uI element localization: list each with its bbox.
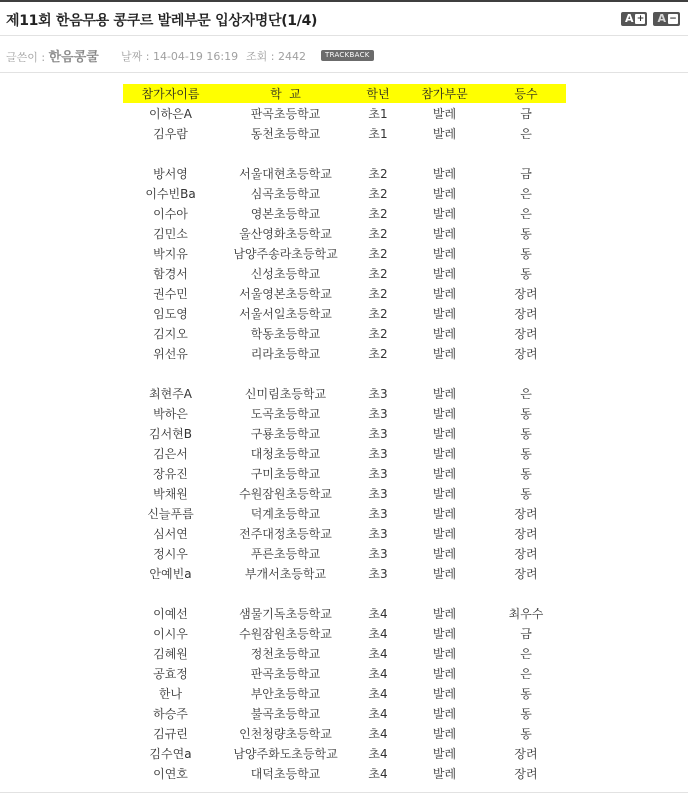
cell-rank: 장려 [514,346,538,361]
cell-school: 구룡초등학교 [250,426,321,441]
cell-rank: 동 [520,706,532,721]
cell-school: 서울영본초등학교 [239,286,332,301]
cell-name: 김수연a [149,746,192,761]
cell-category: 발레 [432,706,457,721]
cell-rank: 장려 [514,326,538,341]
header-category: 참가부문 [403,84,486,103]
cell-school: 판곡초등학교 [250,666,321,681]
table-row [123,503,566,523]
cell-name: 신늘푸름 [147,506,194,521]
cell-name: 최현주A [149,386,192,401]
cell-rank: 동 [520,266,532,281]
cell-grade: 초3 [368,446,388,461]
views-info [246,48,306,64]
cell-grade: 초4 [368,706,388,721]
cell-school: 구미초등학교 [250,466,321,481]
table-row [123,763,566,783]
cell-category: 발레 [432,406,457,421]
cell-category: 발레 [432,666,457,681]
cell-rank: 은 [520,206,532,221]
cell-rank: 동 [520,726,532,741]
table-row [123,203,566,223]
cell-school: 리라초등학교 [250,346,321,361]
cell-rank: 장려 [514,506,538,521]
spacer-row [123,363,566,383]
cell-name: 김우람 [153,126,188,141]
spacer-cell [123,363,566,383]
cell-name: 함경서 [153,266,188,281]
post-meta [0,36,688,73]
cell-category: 발레 [432,426,457,441]
table-header-row [123,84,566,103]
cell-name: 이연호 [153,766,188,781]
cell-name: 임도영 [153,306,188,321]
cell-name: 박하은 [153,406,188,421]
cell-category: 발레 [432,606,457,621]
table-row [123,163,566,183]
cell-grade: 초2 [368,266,388,281]
cell-name: 이하은A [149,106,192,121]
cell-name: 이수아 [153,206,188,221]
cell-rank: 장려 [514,546,538,561]
post-title: 제11회 한음무용 콩쿠르 발레부문 입상자명단(1/4) [6,13,318,29]
cell-name: 하승주 [153,706,188,721]
cell-school: 서울대현초등학교 [239,166,332,181]
cell-category: 발레 [432,446,457,461]
table-row [123,543,566,563]
cell-school: 영본초등학교 [250,206,321,221]
cell-school: 전주대정초등학교 [239,526,332,541]
cell-grade: 초2 [368,346,388,361]
cell-rank: 장려 [514,766,538,781]
header-school: 학 교 [218,84,353,103]
table-row [123,123,566,143]
cell-school: 수원잠원초등학교 [239,626,332,641]
table-row [123,723,566,743]
table-row [123,563,566,583]
cell-category: 발레 [432,306,457,321]
views-value: 2442 [277,50,306,63]
cell-school: 불곡초등학교 [250,706,321,721]
cell-grade: 초3 [368,526,388,541]
cell-category: 발레 [432,246,457,261]
font-a-icon: A [624,12,634,25]
cell-name: 김규린 [153,726,188,741]
cell-category: 발레 [432,126,457,141]
cell-school: 남양주송라초등학교 [233,246,338,261]
spacer-row [123,583,566,603]
table-row [123,263,566,283]
cell-rank: 금 [520,106,532,121]
minus-icon: − [669,14,677,24]
cell-name: 김혜원 [153,646,188,661]
cell-grade: 초3 [368,426,388,441]
cell-category: 발레 [432,466,457,481]
cell-name: 박채원 [153,486,188,501]
cell-rank: 은 [520,646,532,661]
cell-category: 발레 [432,266,457,281]
cell-school: 동천초등학교 [250,126,321,141]
cell-grade: 초1 [368,126,388,141]
cell-name: 김은서 [153,446,188,461]
cell-category: 발레 [432,726,457,741]
cell-rank: 동 [520,406,532,421]
cell-rank: 금 [520,166,532,181]
table-row [123,603,566,623]
cell-grade: 초4 [368,766,388,781]
table-row [123,103,566,123]
cell-name: 방서영 [153,166,188,181]
cell-category: 발레 [432,206,457,221]
cell-grade: 초1 [368,106,388,121]
cell-category: 발레 [432,326,457,341]
cell-grade: 초3 [368,486,388,501]
cell-grade: 초2 [368,326,388,341]
cell-school: 신미림초등학교 [244,386,327,401]
cell-rank: 은 [520,186,532,201]
bottom-divider [0,792,688,793]
cell-category: 발레 [432,486,457,501]
font-decrease-button[interactable] [653,12,680,26]
cell-name: 이수빈Ba [145,186,196,201]
table-row [123,743,566,763]
cell-grade: 초2 [368,166,388,181]
cell-name: 이시우 [153,626,188,641]
cell-grade: 초2 [368,286,388,301]
cell-rank: 동 [520,686,532,701]
table-row [123,383,566,403]
cell-rank: 은 [520,666,532,681]
table-row [123,643,566,663]
cell-school: 대덕초등학교 [250,766,321,781]
cell-rank: 은 [520,126,532,141]
cell-name: 권수민 [153,286,188,301]
cell-school: 수원잠원초등학교 [239,486,332,501]
cell-grade: 초4 [368,626,388,641]
cell-school: 울산영화초등학교 [239,226,332,241]
cell-category: 발레 [432,186,457,201]
cell-rank: 장려 [514,526,538,541]
cell-category: 발레 [432,526,457,541]
cell-name: 김지오 [153,326,188,341]
cell-rank: 금 [520,626,532,641]
cell-grade: 초4 [368,686,388,701]
cell-name: 한나 [158,686,183,701]
cell-grade: 초3 [368,506,388,521]
cell-category: 발레 [432,686,457,701]
cell-name: 김서현B [148,426,192,441]
cell-category: 발레 [432,626,457,641]
table-row [123,443,566,463]
header-rank: 등수 [486,84,566,103]
font-a-icon: A [657,12,666,25]
cell-name: 공효정 [153,666,188,681]
cell-rank: 동 [520,246,532,261]
cell-category: 발레 [432,566,457,581]
cell-category: 발레 [432,346,457,361]
views-label: 조회 : [246,50,275,63]
cell-category: 발레 [432,106,457,121]
cell-rank: 장려 [514,746,538,761]
cell-school: 심곡초등학교 [250,186,321,201]
author-label: 글쓴이 : [6,51,46,64]
cell-rank: 최우수 [508,606,544,621]
date-label: 날짜 : [121,50,150,63]
cell-name: 김민소 [153,226,188,241]
cell-grade: 초4 [368,726,388,741]
cell-grade: 초4 [368,746,388,761]
cell-name: 위선유 [153,346,188,361]
table-row [123,463,566,483]
date-value: 14-04-19 16:19 [152,50,239,63]
table-row [123,483,566,503]
cell-category: 발레 [432,746,457,761]
cell-grade: 초3 [368,406,388,421]
cell-grade: 초3 [368,386,388,401]
trackback-button[interactable]: TRACKBACK [321,50,374,61]
cell-category: 발레 [432,646,457,661]
table-row [123,663,566,683]
cell-name: 박지유 [153,246,188,261]
cell-category: 발레 [432,506,457,521]
cell-school: 샘물기독초등학교 [239,606,332,621]
cell-rank: 장려 [514,566,538,581]
spacer-cell [123,583,566,603]
cell-school: 신성초등학교 [250,266,321,281]
table-row [123,183,566,203]
table-row [123,303,566,323]
font-increase-button[interactable] [621,12,648,26]
cell-school: 덕계초등학교 [250,506,321,521]
table-row [123,423,566,443]
cell-school: 학동초등학교 [250,326,321,341]
table-row [123,623,566,643]
table-row [123,523,566,543]
cell-school: 서울서일초등학교 [239,306,332,321]
table-row [123,283,566,303]
cell-school: 정천초등학교 [250,646,321,661]
cell-school: 인천청량초등학교 [239,726,332,741]
cell-name: 안예빈a [149,566,192,581]
cell-grade: 초4 [368,646,388,661]
cell-category: 발레 [432,166,457,181]
cell-rank: 동 [520,226,532,241]
spacer-cell [123,143,566,163]
cell-school: 부안초등학교 [250,686,321,701]
cell-rank: 동 [520,426,532,441]
cell-school: 대청초등학교 [250,446,321,461]
table-row [123,343,566,363]
font-size-controls [621,12,680,26]
cell-grade: 초4 [368,606,388,621]
cell-rank: 동 [520,466,532,481]
table-row [123,223,566,243]
cell-category: 발레 [432,546,457,561]
header-grade: 학년 [353,84,403,103]
date-info [121,48,238,64]
cell-rank: 장려 [514,286,538,301]
table-row [123,323,566,343]
cell-name: 장유진 [153,466,188,481]
spacer-row [123,143,566,163]
cell-school: 판곡초등학교 [250,106,321,121]
cell-school: 부개서초등학교 [244,566,327,581]
cell-grade: 초4 [368,666,388,681]
cell-grade: 초2 [368,206,388,221]
table-row [123,683,566,703]
cell-category: 발레 [432,226,457,241]
table-row [123,403,566,423]
cell-grade: 초2 [368,306,388,321]
author-info [6,46,99,65]
cell-school: 푸른초등학교 [250,546,321,561]
cell-grade: 초2 [368,186,388,201]
cell-school: 도곡초등학교 [250,406,321,421]
author-name[interactable]: 한음콩쿨 [48,50,99,65]
table-row [123,703,566,723]
cell-school: 남양주화도초등학교 [233,746,338,761]
table-row [123,243,566,263]
post-header [0,2,688,36]
cell-grade: 초3 [368,566,388,581]
cell-category: 발레 [432,766,457,781]
cell-grade: 초3 [368,466,388,481]
cell-name: 정시우 [153,546,188,561]
winners-table [123,84,566,783]
cell-rank: 장려 [514,306,538,321]
table-body [123,103,566,783]
cell-rank: 동 [520,446,532,461]
cell-grade: 초3 [368,546,388,561]
cell-name: 심서연 [153,526,188,541]
cell-category: 발레 [432,386,457,401]
cell-name: 이예선 [153,606,188,621]
header-name: 참가자이름 [123,84,218,103]
cell-grade: 초2 [368,226,388,241]
cell-category: 발레 [432,286,457,301]
cell-grade: 초2 [368,246,388,261]
cell-rank: 은 [520,386,532,401]
plus-icon: + [636,14,645,24]
cell-rank: 동 [520,486,532,501]
